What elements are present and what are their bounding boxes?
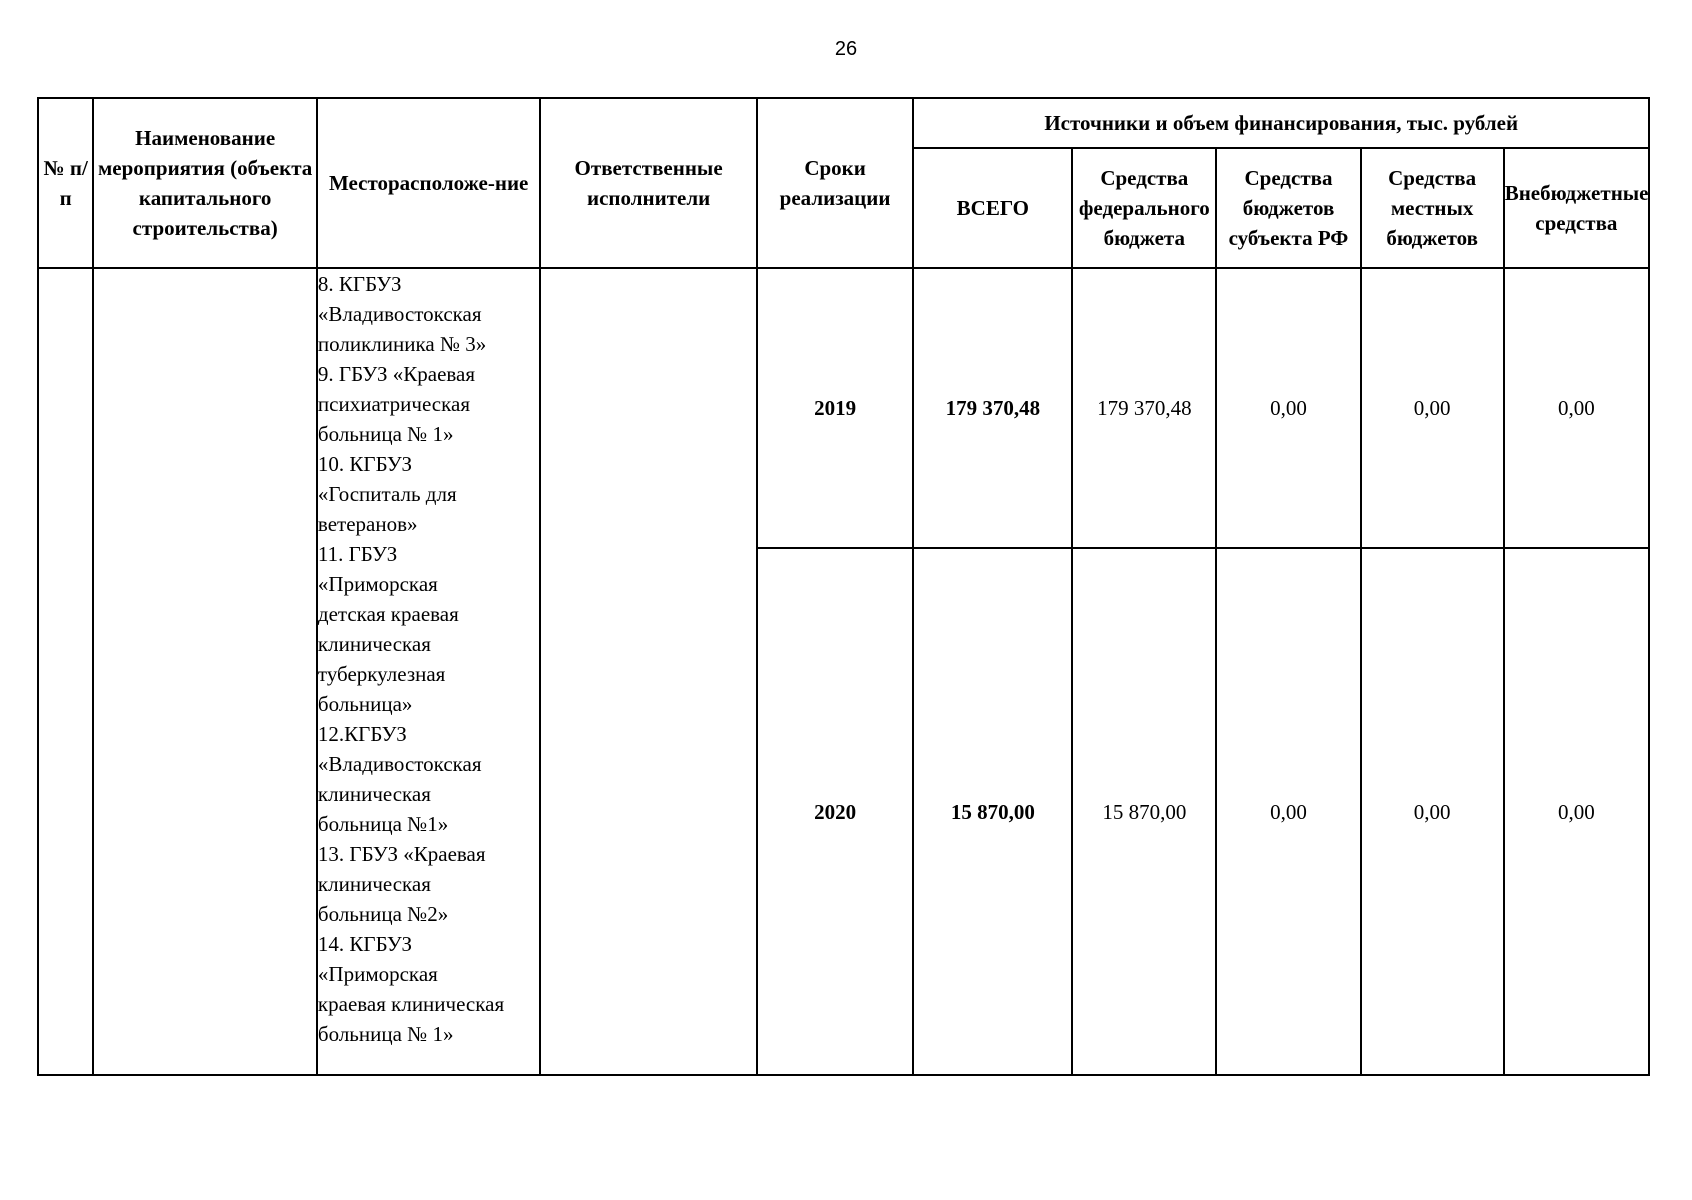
cell-regional: 0,00 <box>1216 268 1360 548</box>
header-regional: Средства бюджетов субъекта РФ <box>1216 148 1360 268</box>
cell-local: 0,00 <box>1361 548 1504 1075</box>
cell-total: 15 870,00 <box>913 548 1072 1075</box>
location-line: 11. ГБУЗ <box>317 542 398 566</box>
header-name: Наименование мероприятия (объекта капитального строительства) <box>93 98 317 268</box>
cell-name <box>93 268 317 1075</box>
location-line: ветеранов» <box>317 512 418 536</box>
header-financing-group: Источники и объем финансирования, тыс. рублей <box>913 98 1649 148</box>
location-line: 14. КГБУЗ <box>317 932 413 956</box>
location-line: больница № 1» <box>317 1022 454 1046</box>
cell-local: 0,00 <box>1361 268 1504 548</box>
location-line: «Владивостокская <box>317 302 482 326</box>
cell-year: 2019 <box>757 268 914 548</box>
cell-executors <box>540 268 756 1075</box>
location-line: клиническая <box>317 782 431 806</box>
location-line: больница № 1» <box>317 422 454 446</box>
header-executors: Ответственные исполнители <box>540 98 756 268</box>
cell-regional: 0,00 <box>1216 548 1360 1075</box>
header-local: Средства местных бюджетов <box>1361 148 1504 268</box>
cell-extra: 0,00 <box>1504 548 1649 1075</box>
location-line: клиническая <box>317 632 431 656</box>
header-location: Месторасположе-ние <box>317 98 541 268</box>
location-line: 10. КГБУЗ <box>317 452 413 476</box>
header-period: Сроки реализации <box>757 98 914 268</box>
location-line: «Госпиталь для <box>317 482 457 506</box>
location-line: психиатрическая <box>317 392 470 416</box>
location-line: 12.КГБУЗ <box>317 722 407 746</box>
cell-year: 2020 <box>757 548 914 1075</box>
location-line: больница №1» <box>317 812 449 836</box>
location-line: «Приморская <box>317 572 438 596</box>
location-line: 8. КГБУЗ <box>317 272 402 296</box>
cell-num <box>38 268 93 1075</box>
location-line: «Владивостокская <box>317 752 482 776</box>
header-num: № п/п <box>38 98 93 268</box>
location-line: краевая клиническая <box>317 992 505 1016</box>
page-number: 26 <box>834 38 858 60</box>
cell-total: 179 370,48 <box>913 268 1072 548</box>
location-line: туберкулезная <box>317 662 446 686</box>
location-line: клиническая <box>317 872 431 896</box>
cell-federal: 179 370,48 <box>1072 268 1216 548</box>
location-line: 9. ГБУЗ «Краевая <box>317 362 476 386</box>
header-row-top <box>38 98 1649 148</box>
financing-table <box>37 97 1650 1076</box>
header-federal: Средства федерального бюджета <box>1072 148 1216 268</box>
table-row <box>38 268 1649 548</box>
location-line: «Приморская <box>317 962 438 986</box>
cell-federal: 15 870,00 <box>1072 548 1216 1075</box>
header-total: ВСЕГО <box>913 148 1072 268</box>
header-extra: Внебюджетные средства <box>1504 148 1649 268</box>
cell-extra: 0,00 <box>1504 268 1649 548</box>
location-line: детская краевая <box>317 602 459 626</box>
location-line: 13. ГБУЗ «Краевая <box>317 842 486 866</box>
location-line: больница» <box>317 692 413 716</box>
location-line: больница №2» <box>317 902 449 926</box>
location-line: поликлиника № 3» <box>317 332 487 356</box>
cell-location <box>317 268 541 1075</box>
